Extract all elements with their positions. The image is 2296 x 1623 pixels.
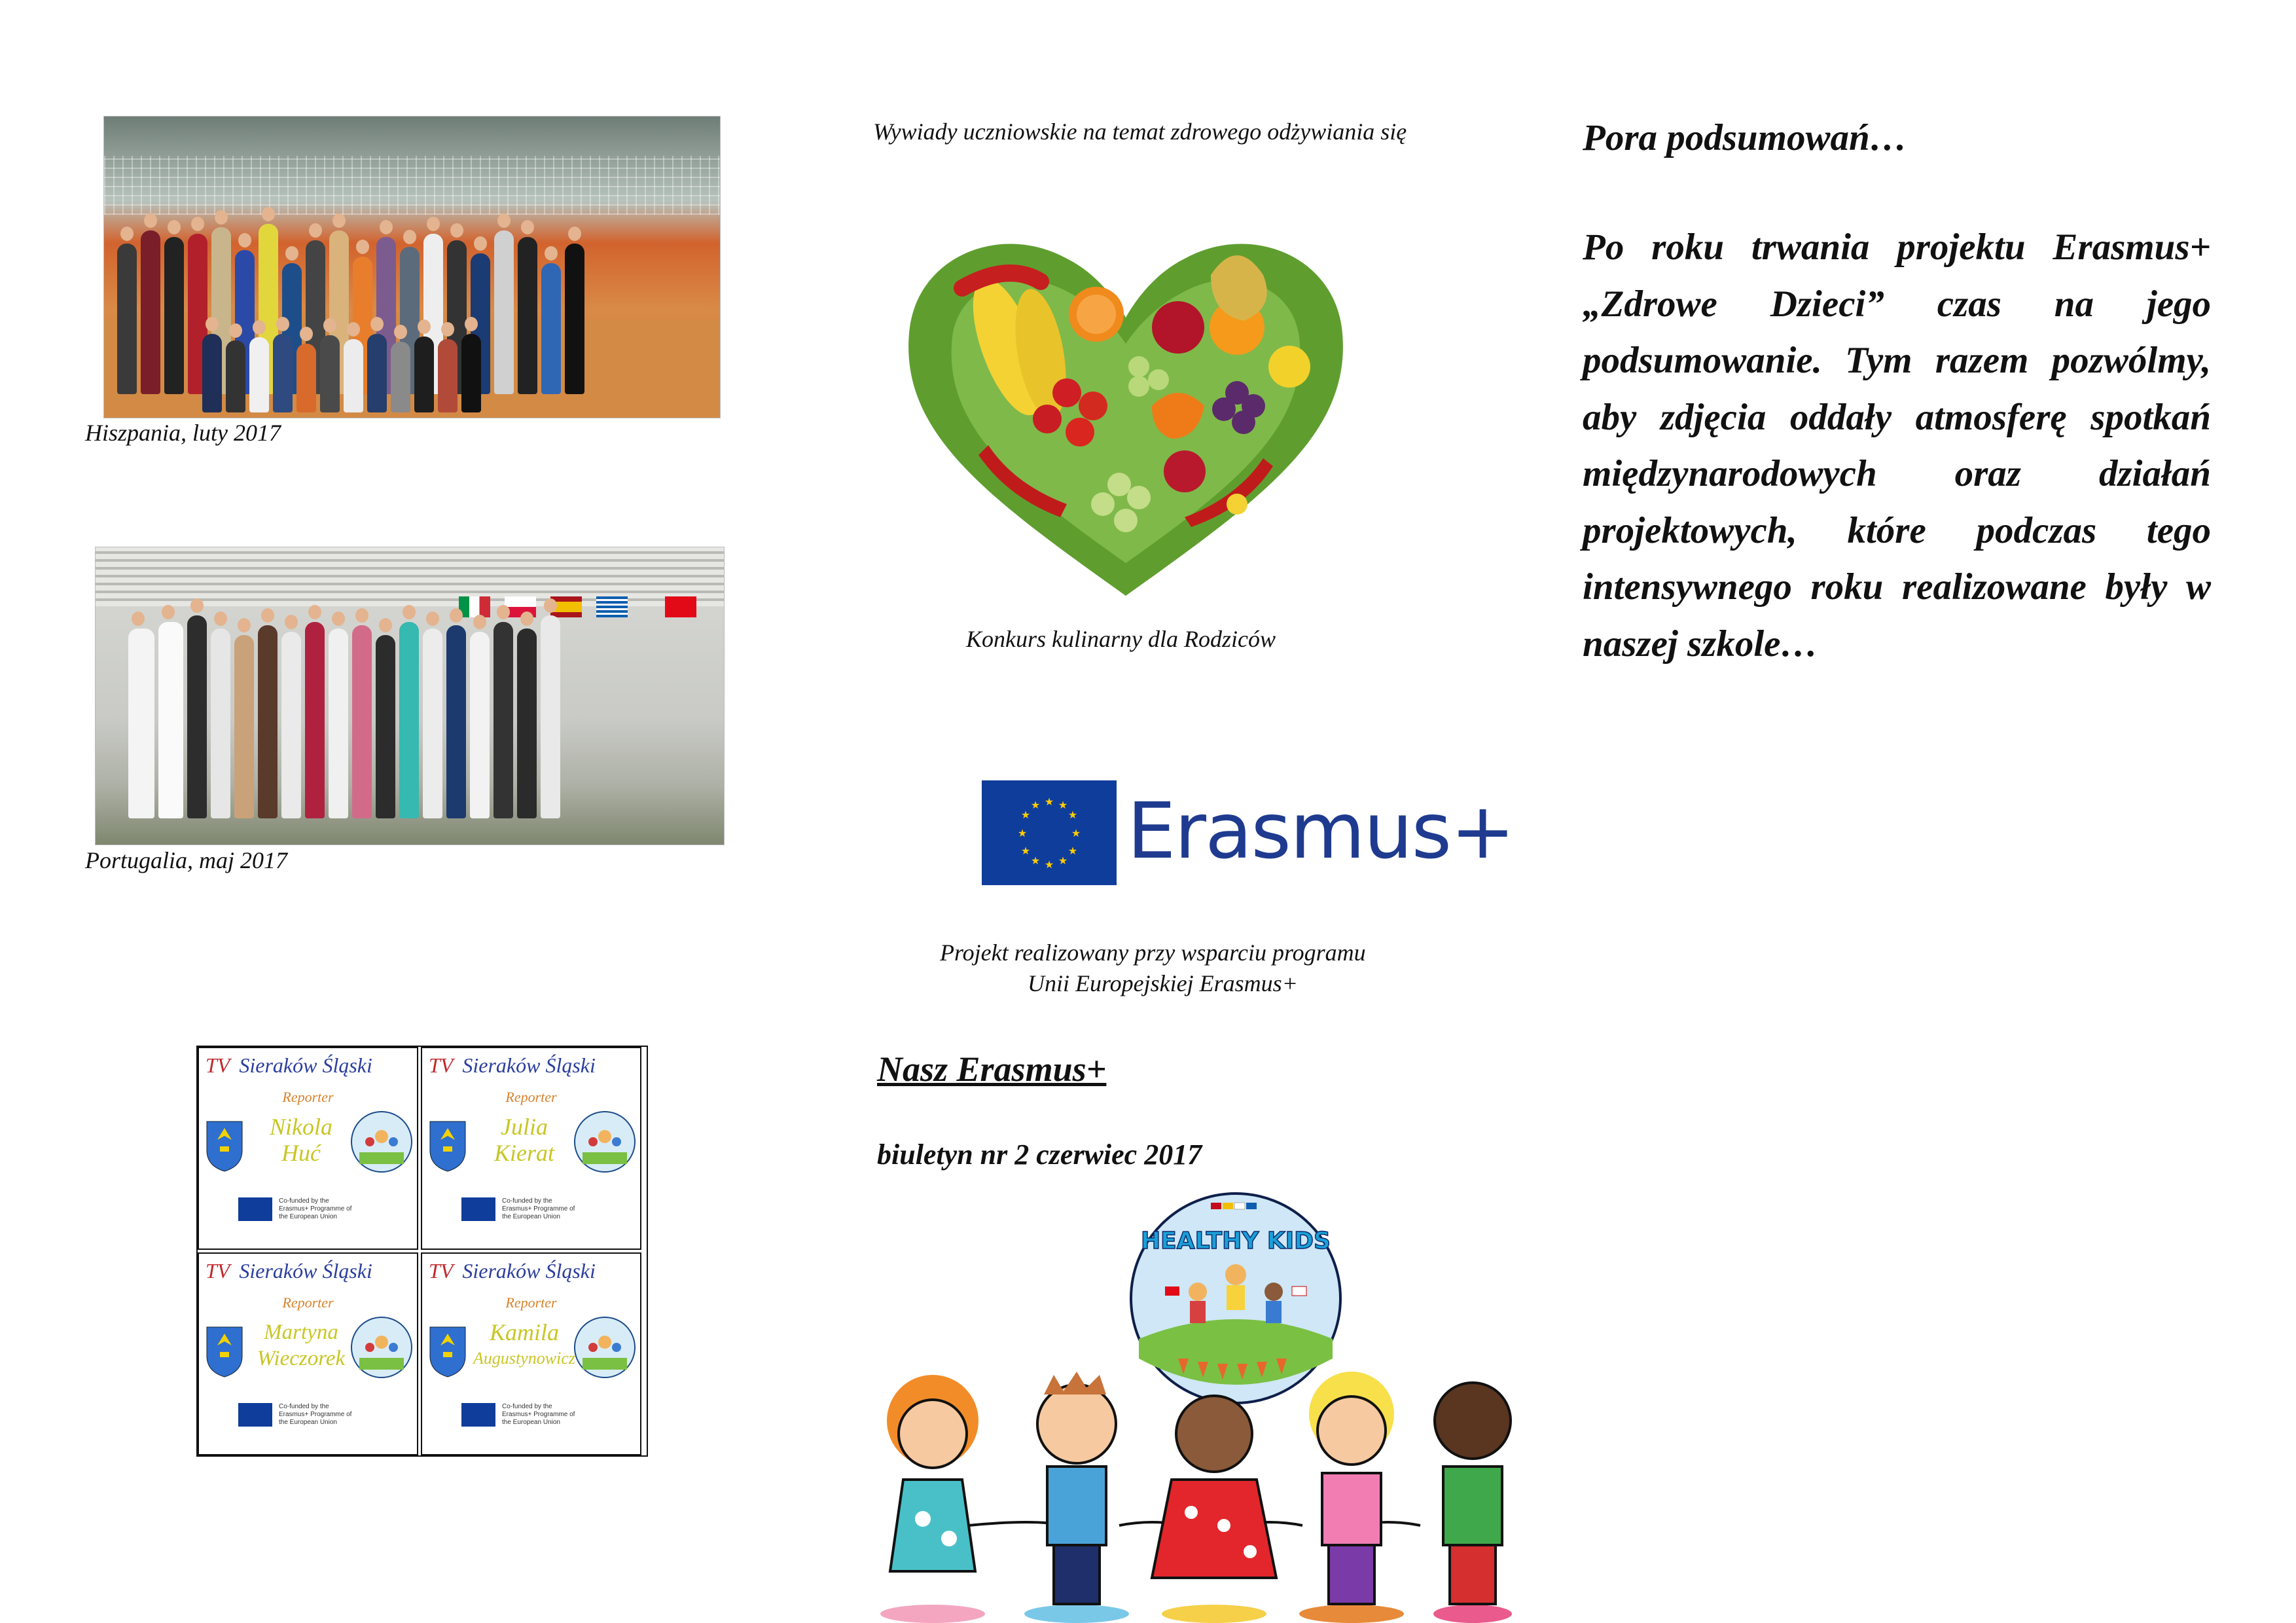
flag-italy-icon [459, 596, 490, 617]
badge-role: Reporter [505, 1294, 557, 1311]
corrugated-wall [96, 547, 724, 606]
erasmus-plus-logo [982, 780, 1514, 890]
eu-flag-icon [461, 1197, 495, 1221]
newsletter-title: Nasz Erasmus+ [877, 1049, 1107, 1089]
svg-text:★: ★ [1020, 809, 1031, 821]
reporter-badge [421, 1047, 641, 1250]
svg-text:★: ★ [1071, 827, 1081, 839]
reporter-badges [196, 1046, 648, 1457]
coat-of-arms-icon [206, 1326, 243, 1378]
svg-text:★: ★ [1044, 795, 1054, 808]
badge-role: Reporter [282, 1294, 334, 1311]
eu-flag-icon [238, 1197, 272, 1221]
support-line-2: Unii Europejskiej Erasmus+ [1028, 970, 1298, 996]
svg-text:★: ★ [1058, 854, 1068, 867]
photo-spain-group [103, 116, 721, 418]
eu-flag-icon [461, 1403, 495, 1427]
children-holding-hands-image [870, 1362, 1512, 1623]
cofunded-logo: Co-funded by the Erasmus+ Programme of the European Union [238, 1403, 357, 1427]
healthy-kids-logo-icon [573, 1110, 636, 1173]
healthy-kids-logo-icon [573, 1316, 636, 1379]
erasmus-wordmark: Erasmus+ [1127, 786, 1514, 876]
kneeling-students [202, 334, 481, 412]
interviews-caption: Wywiady uczniowskie na temat zdrowego odżywiania się [873, 119, 1407, 145]
badge-role: Reporter [282, 1089, 334, 1105]
svg-text:★: ★ [1017, 827, 1028, 839]
contest-caption: Konkurs kulinarny dla Rodziców [966, 626, 1276, 652]
svg-text:★: ★ [1030, 799, 1041, 811]
summary-body: Po roku trwania projektu Erasmus+ „Zdrowe Dzieci” czas na jego podsumowanie. Tym razem pozwólmy, aby zdjęcia oddały atmosferę spotkań międzynarodowych oraz działań projektowych, które podczas tego intensywnego roku realizowane były w naszej szkole… [1583, 227, 2211, 665]
reporter-badge [198, 1047, 418, 1250]
badge-name: Martyna Wieczorek [257, 1321, 346, 1370]
badge-name: Julia Kierat [493, 1114, 554, 1166]
support-line-1: Projekt realizowany przy wsparciu programu [940, 939, 1366, 966]
badge-title: TV Sieraków Śląski [206, 1053, 372, 1077]
healthy-kids-logo-icon [350, 1316, 413, 1379]
healthy-kids-logo-icon [350, 1110, 413, 1173]
svg-text:★: ★ [1058, 799, 1068, 811]
cofunded-logo: Co-funded by the Erasmus+ Programme of the European Union [461, 1197, 581, 1221]
volleyball-net [104, 156, 720, 215]
caption-portugal: Portugalia, maj 2017 [85, 847, 288, 873]
eu-flag-icon [982, 780, 1117, 885]
badge-role: Reporter [505, 1089, 557, 1105]
caption-spain: Hiszpania, luty 2017 [85, 420, 281, 446]
cofunded-logo: Co-funded by the Erasmus+ Programme of the European Union [461, 1403, 581, 1427]
badge-name: Kamila Augustynowicz [473, 1319, 575, 1368]
flag-turkey-icon [665, 596, 696, 617]
photo-portugal-group [95, 547, 725, 845]
cofunded-logo: Co-funded by the Erasmus+ Programme of the European Union [238, 1197, 357, 1221]
badge-title: TV Sieraków Śląski [429, 1259, 596, 1283]
healthy-kids-label: HEALTHY KIDS [1141, 1228, 1331, 1254]
flag-greece-icon [596, 596, 628, 617]
eu-flag-icon [238, 1403, 272, 1427]
reporter-badge [198, 1252, 418, 1455]
svg-text:★: ★ [1044, 858, 1054, 871]
badge-title: TV Sieraków Śląski [429, 1053, 596, 1077]
svg-text:★: ★ [1067, 809, 1078, 821]
svg-text:★: ★ [1020, 845, 1031, 857]
coat-of-arms-icon [206, 1120, 243, 1173]
summary-heading: Pora podsumowań… [1583, 117, 1907, 158]
svg-text:★: ★ [1067, 845, 1078, 857]
coat-of-arms-icon [429, 1120, 467, 1173]
badge-title: TV Sieraków Śląski [206, 1259, 372, 1283]
coat-of-arms-icon [429, 1326, 467, 1378]
bulletin-number: biuletyn nr 2 czerwiec 2017 [877, 1139, 1202, 1171]
svg-text:★: ★ [1030, 854, 1041, 867]
reporter-badge [421, 1252, 641, 1455]
group-of-teachers [128, 615, 560, 818]
fruit-heart-image [870, 196, 1381, 615]
badge-name: Nikola Huć [270, 1114, 332, 1166]
